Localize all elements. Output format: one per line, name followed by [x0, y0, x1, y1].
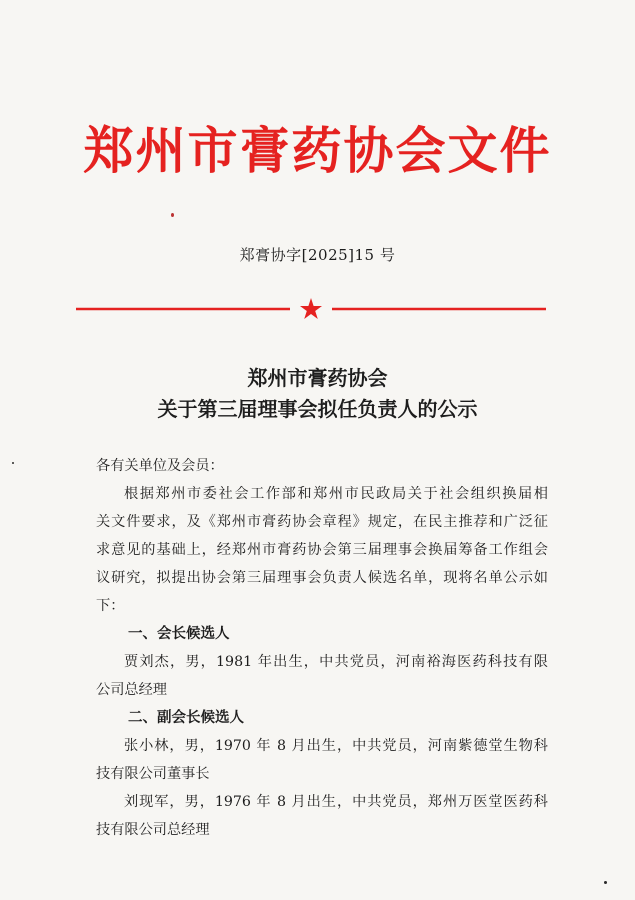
section-heading-president: 一、会长候选人 [128, 626, 230, 642]
red-star-icon [300, 298, 322, 319]
intro-line: 下： [96, 598, 125, 614]
intro-line: 根据郑州市委社会工作部和郑州市民政局关于社会组织换届相 [124, 486, 548, 502]
scan-speck [171, 213, 174, 217]
intro-line: 求意见的基础上，经郑州市膏药协会第三届理事会换届筹备工作组会 [96, 542, 548, 558]
section-heading-vice-president: 二、副会长候选人 [128, 710, 244, 726]
intro-line: 关文件要求，及《郑州市膏药协会章程》规定，在民主推荐和广泛征 [96, 514, 548, 530]
candidate-line: 刘现军，男，1976 年 8 月出生，中共党员，郑州万医堂医药科 [124, 794, 548, 810]
notice-title-line2: 关于第三届理事会拟任负责人的公示 [157, 397, 478, 421]
candidate-line: 公司总经理 [96, 682, 167, 698]
candidate-line: 贾刘杰，男，1981 年出生，中共党员，河南裕海医药科技有限 [124, 654, 548, 670]
candidate-line: 技有限公司董事长 [96, 766, 210, 782]
body-text [96, 452, 548, 844]
org-document-header: 郑州市膏药协会文件 [83, 121, 552, 180]
red-divider-with-star [76, 298, 546, 320]
candidate-line: 张小林，男，1970 年 8 月出生，中共党员，河南紫德堂生物科 [124, 738, 548, 754]
notice-title-line1: 郑州市膏药协会 [247, 366, 388, 390]
scan-speck [604, 881, 607, 884]
salutation: 各有关单位及会员： [96, 458, 224, 474]
candidate-line: 技有限公司总经理 [96, 822, 210, 838]
intro-line: 议研究，拟提出协会第三届理事会负责人候选名单，现将名单公示如 [96, 570, 548, 586]
scan-speck [12, 462, 14, 464]
document-number: 郑膏协字[2025]15 号 [239, 246, 396, 264]
